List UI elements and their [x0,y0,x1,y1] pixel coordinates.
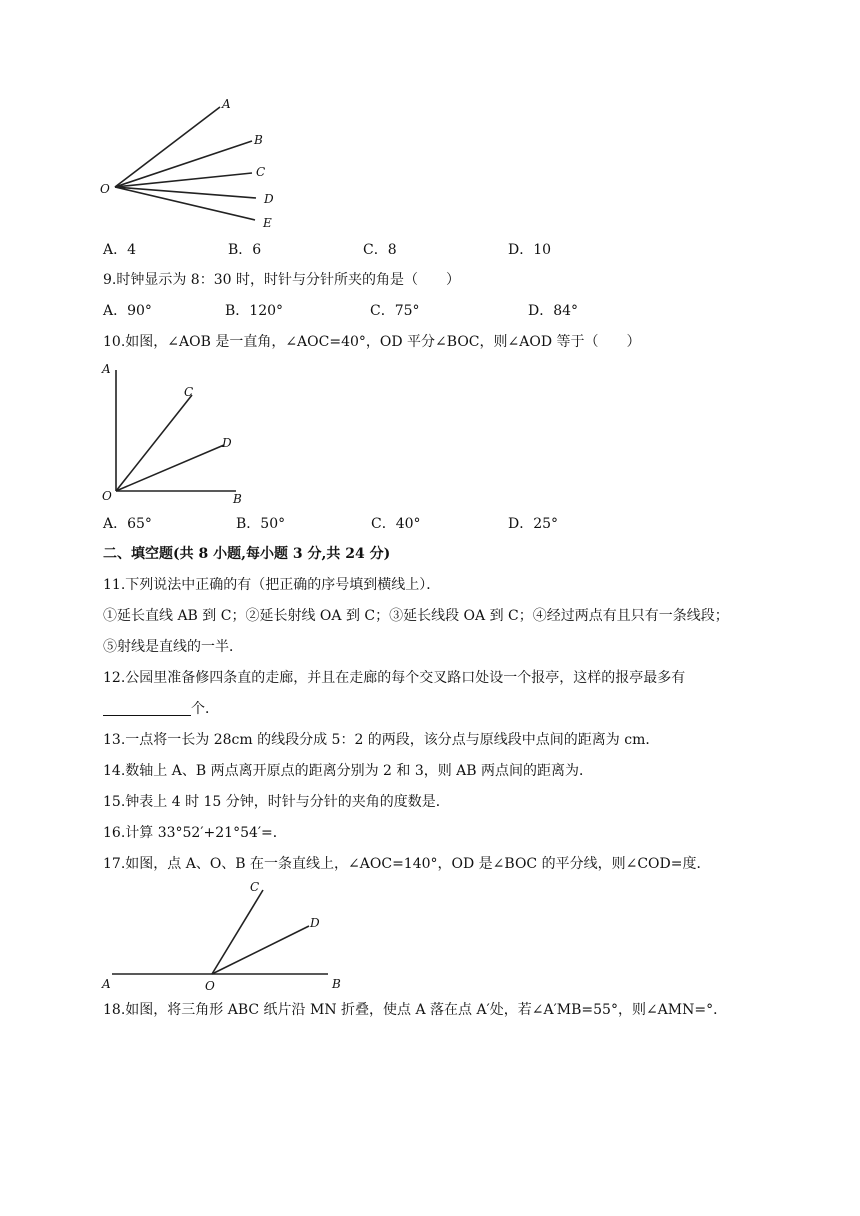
q11-text: 11.下列说法中正确的有（把正确的序号填到横线上）． [103,577,441,593]
label-o: O [102,489,112,503]
option-a: A．65° [103,516,152,532]
q18-text: 18.如图，将三角形 ABC 纸片沿 MN 折叠，使点 A 落在点 A′处，若∠A′MB=55°，则∠AMN=°． [103,1002,728,1018]
label-c: C [250,880,260,894]
ray-od [116,445,224,491]
option-a: A．4 [103,242,137,258]
option-d: D．84° [528,303,579,319]
label-d: D [310,916,320,930]
q12-text: 12.公园里准备修四条直的走廊，并且在走廊的每个交叉路口处设一个报亭，这样的报亭最多有 [103,670,686,686]
option-c: C．40° [371,516,421,532]
option-d: D．10 [508,242,552,258]
option-c: C．8 [363,242,397,258]
label-c: C [184,385,194,399]
q12-suffix: 个． [191,701,219,717]
option-a: A．90° [103,303,152,319]
option-d: D．25° [508,516,559,532]
section-title: 二、填空题(共 8 小题,每小题 3 分,共 24 分) [103,546,391,562]
label-e: E [263,216,272,230]
ray-oa [115,107,220,187]
label-b: B [254,133,263,147]
label-a: A [102,362,111,376]
label-a: A [102,977,111,991]
q9-text: 9.时钟显示为 8：30 时，时针与分针所夹的角是（ ） [103,272,460,288]
q15-text: 15.钟表上 4 时 15 分钟，时针与分针的夹角的度数是． [103,794,450,810]
ray-oc [116,395,192,491]
option-c: C．75° [370,303,420,319]
q11-statements: ①延长直线 AB 到 C；②延长射线 OA 到 C；③延长线段 OA 到 C；④经过两点有且只有一条线段； [103,608,729,624]
label-o: O [100,182,110,196]
label-o: O [205,979,215,993]
q11-statement-5: ⑤射线是直线的一半． [103,639,243,655]
label-b: B [332,977,341,991]
label-d: D [222,436,232,450]
figure-right-angle-aob [100,360,260,510]
q10-text: 10.如图，∠AOB 是一直角，∠AOC=40°，OD 平分∠BOC，则∠AOD 等于（ ） [103,334,641,350]
q16-text: 16.计算 33°52′+21°54′=． [103,825,287,841]
q17-text: 17.如图，点 A、O、B 在一条直线上，∠AOC=140°，OD 是∠BOC 的平分线，则∠COD=度． [103,856,711,872]
q13-text: 13.一点将一长为 28cm 的线段分成 5：2 的两段，该分点与原线段中点间的距离为 cm． [103,732,660,748]
label-d: D [264,192,274,206]
q14-text: 14.数轴上 A、B 两点离开原点的距离分别为 2 和 3，则 AB 两点间的距离为． [103,763,594,779]
option-b: B．50° [236,516,286,532]
option-b: B．6 [228,242,262,258]
q12-answer-line [103,699,219,719]
figure-straight-line-aob [100,876,360,996]
answer-blank[interactable] [103,701,191,716]
label-c: C [256,165,266,179]
label-a: A [222,97,231,111]
label-b: B [233,492,242,506]
figure-rays-abcde [100,98,290,238]
option-b: B．120° [225,303,284,319]
